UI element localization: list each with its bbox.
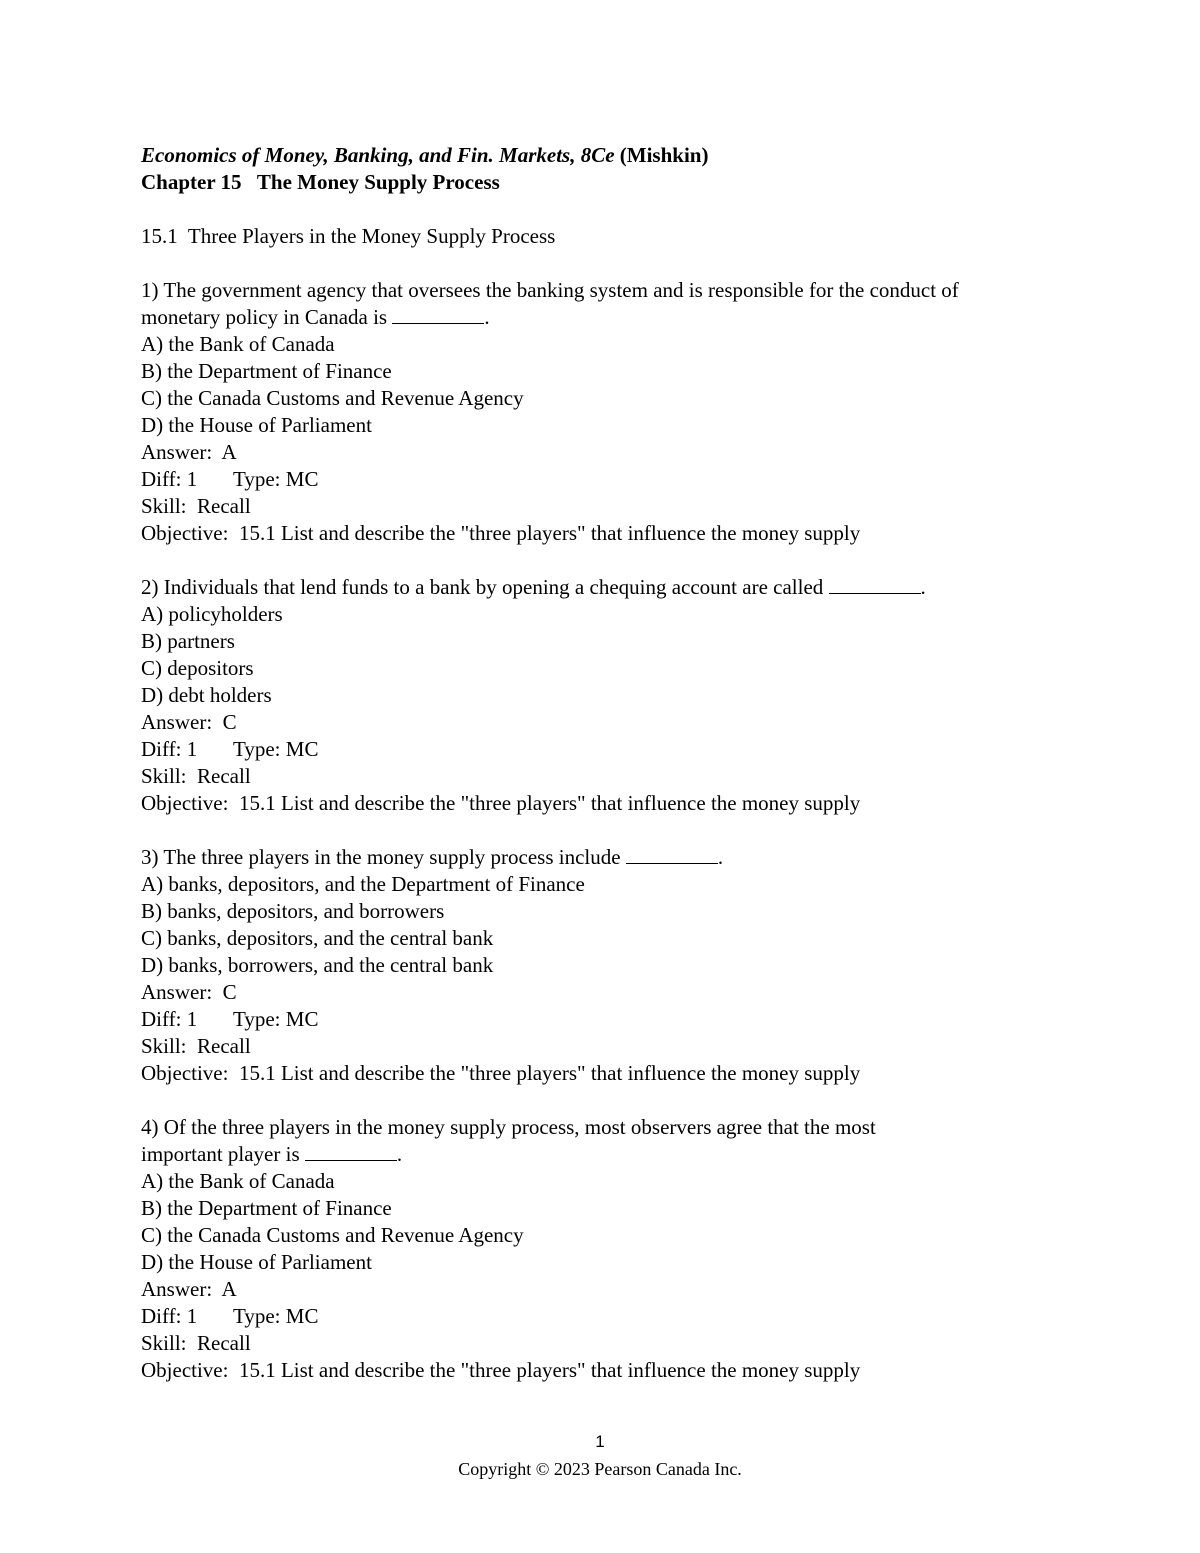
question-stem: 3) The three players in the money supply process include . bbox=[141, 845, 724, 869]
question-type: Type: MC bbox=[233, 737, 319, 761]
answer: Answer: A bbox=[141, 440, 237, 464]
book-title-italic: Economics of Money, Banking, and Fin. Markets, 8Ce bbox=[141, 143, 615, 167]
difficulty: Diff: 1 bbox=[141, 467, 198, 491]
question-item bbox=[141, 1114, 1101, 1384]
option-c: C) the Canada Customs and Revenue Agency bbox=[141, 1223, 524, 1247]
page-number: 1 bbox=[595, 1432, 605, 1451]
section-title: 15.1 Three Players in the Money Supply Process bbox=[141, 224, 556, 248]
option-a: A) the Bank of Canada bbox=[141, 1169, 335, 1193]
option-d: D) debt holders bbox=[141, 683, 272, 707]
option-c: C) depositors bbox=[141, 656, 254, 680]
question-stem: 2) Individuals that lend funds to a bank by opening a chequing account are called . bbox=[141, 575, 926, 599]
skill: Skill: Recall bbox=[141, 764, 251, 788]
option-d: D) the House of Parliament bbox=[141, 1250, 372, 1274]
answer-blank bbox=[829, 575, 921, 594]
diff-type-row bbox=[141, 466, 1101, 493]
chapter-title: Chapter 15 The Money Supply Process bbox=[141, 170, 500, 194]
objective: Objective: 15.1 List and describe the "three players" that influence the money supply bbox=[141, 791, 861, 815]
option-b: B) the Department of Finance bbox=[141, 359, 392, 383]
book-author: (Mishkin) bbox=[619, 143, 709, 167]
question-type: Type: MC bbox=[233, 1304, 319, 1328]
option-b: B) partners bbox=[141, 629, 235, 653]
difficulty: Diff: 1 bbox=[141, 737, 198, 761]
question-stem: 1) The government agency that oversees the banking system and is responsible for the conduct of monetary policy in Canada is . bbox=[141, 278, 959, 329]
difficulty: Diff: 1 bbox=[141, 1304, 198, 1328]
option-a: A) the Bank of Canada bbox=[141, 332, 335, 356]
difficulty: Diff: 1 bbox=[141, 1007, 198, 1031]
objective: Objective: 15.1 List and describe the "three players" that influence the money supply bbox=[141, 521, 861, 545]
answer: Answer: C bbox=[141, 710, 237, 734]
option-a: A) banks, depositors, and the Department of Finance bbox=[141, 872, 585, 896]
skill: Skill: Recall bbox=[141, 1034, 251, 1058]
option-c: C) banks, depositors, and the central bank bbox=[141, 926, 494, 950]
diff-type-row bbox=[141, 1006, 1101, 1033]
objective: Objective: 15.1 List and describe the "three players" that influence the money supply bbox=[141, 1358, 861, 1382]
option-a: A) policyholders bbox=[141, 602, 283, 626]
question-type: Type: MC bbox=[233, 1007, 319, 1031]
question-item bbox=[141, 277, 1101, 547]
answer-blank bbox=[305, 1142, 397, 1161]
option-d: D) the House of Parliament bbox=[141, 413, 372, 437]
answer-blank bbox=[626, 845, 718, 864]
option-c: C) the Canada Customs and Revenue Agency bbox=[141, 386, 524, 410]
objective: Objective: 15.1 List and describe the "three players" that influence the money supply bbox=[141, 1061, 861, 1085]
answer: Answer: A bbox=[141, 1277, 237, 1301]
skill: Skill: Recall bbox=[141, 494, 251, 518]
question-stem: 4) Of the three players in the money supply process, most observers agree that the most important player is . bbox=[141, 1115, 876, 1166]
option-d: D) banks, borrowers, and the central bank bbox=[141, 953, 494, 977]
question-type: Type: MC bbox=[233, 467, 319, 491]
diff-type-row bbox=[141, 1303, 1101, 1330]
question-item bbox=[141, 574, 1101, 817]
book-title bbox=[141, 142, 1101, 169]
answer-blank bbox=[392, 305, 484, 324]
question-item bbox=[141, 844, 1101, 1087]
option-b: B) banks, depositors, and borrowers bbox=[141, 899, 445, 923]
copyright-notice: Copyright © 2023 Pearson Canada Inc. bbox=[458, 1459, 742, 1479]
diff-type-row bbox=[141, 736, 1101, 763]
skill: Skill: Recall bbox=[141, 1331, 251, 1355]
questions-list bbox=[141, 277, 1101, 1384]
option-b: B) the Department of Finance bbox=[141, 1196, 392, 1220]
document-page bbox=[141, 142, 1101, 1384]
answer: Answer: C bbox=[141, 980, 237, 1004]
